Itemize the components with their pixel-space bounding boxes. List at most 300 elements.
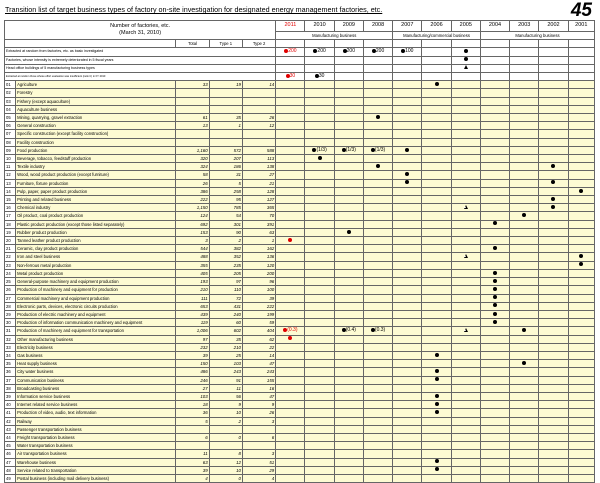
mark-cell-2001	[568, 269, 594, 277]
mark-cell-2006	[422, 204, 451, 212]
row-type2: 127	[242, 196, 275, 204]
mark-cell-2002	[539, 384, 568, 392]
row-code: 40	[5, 401, 16, 409]
row-type2: 365	[242, 204, 275, 212]
mark-cell-2003	[510, 237, 539, 245]
mark-cell-2011	[276, 81, 305, 89]
mark-cell-2005	[451, 343, 480, 351]
mark-cell-2005	[451, 187, 480, 195]
category-manufacturing-commercial: Manufacturing/commercial business	[393, 32, 481, 40]
mark-cell-2010	[305, 163, 334, 171]
filled-circle-icon	[493, 295, 497, 299]
row-total: 222	[176, 196, 209, 204]
mark-cell-2003	[510, 425, 539, 433]
mark-cell-2010	[305, 392, 334, 400]
mark-cell-2003	[510, 376, 539, 384]
mark-cell-2004	[480, 56, 509, 64]
row-type2: 120	[242, 261, 275, 269]
mark-cell-2003	[510, 73, 539, 81]
count-header-line1: Number of factories, etc.	[110, 23, 171, 30]
mark-count: (0.3)	[374, 327, 386, 334]
mark-cell-2010	[305, 278, 334, 286]
mark-cell-2006	[422, 401, 451, 409]
mark-cell-2007	[393, 253, 422, 261]
row-total: 6	[176, 433, 209, 441]
mark-cell-2010	[305, 179, 334, 187]
mark-cell-2007	[393, 163, 422, 171]
mark-cell-2004	[480, 171, 509, 179]
mark-cell-2007	[393, 343, 422, 351]
row-type1: 56	[209, 392, 242, 400]
row-name: Postal business (including mail delivery business)	[16, 474, 176, 482]
mark-cell-2009	[334, 425, 363, 433]
mark-count: 200	[346, 48, 355, 55]
table-row	[5, 327, 595, 335]
mark-cell-2005	[451, 48, 480, 56]
total-header: Total	[176, 40, 209, 48]
mark-count: 200	[375, 48, 385, 55]
row-name: Agriculture	[16, 81, 176, 89]
row-type2: 47	[242, 360, 275, 368]
table-row	[5, 81, 595, 89]
mark-cell-2003	[510, 442, 539, 450]
row-type1: 258	[209, 187, 242, 195]
mark-cell-2011	[276, 130, 305, 138]
table-row	[5, 368, 595, 376]
mark-cell-2008	[363, 376, 392, 384]
row-type1: 205	[209, 269, 242, 277]
mark-cell-2008	[363, 269, 392, 277]
mark-cell-2006	[422, 196, 451, 204]
mark-cell-2006	[422, 97, 451, 105]
year-blank-2005	[451, 40, 480, 48]
row-code: 27	[5, 294, 16, 302]
mark-cell-2008	[363, 204, 392, 212]
mark-cell-2011	[276, 114, 305, 122]
mark-cell-2009	[334, 417, 363, 425]
mark-cell-2003	[510, 114, 539, 122]
row-type1: 207	[209, 155, 242, 163]
row-code: 43	[5, 425, 16, 433]
row-total: 1,160	[176, 146, 209, 154]
mark-cell-2011	[276, 204, 305, 212]
mark-cell-2007	[393, 433, 422, 441]
mark-cell-2006	[422, 253, 451, 261]
row-type1: 301	[209, 220, 242, 228]
mark-cell-2004	[480, 212, 509, 220]
mark-cell-2010	[305, 105, 334, 113]
mark-cell-2008	[363, 146, 392, 154]
mark-cell-2003	[510, 138, 539, 146]
row-code: 49	[5, 474, 16, 482]
filled-circle-icon	[376, 164, 380, 168]
mark-cell-2004	[480, 302, 509, 310]
row-name: Warehouse business	[16, 458, 176, 466]
row-code: 07	[5, 130, 16, 138]
mark-cell-2008	[363, 450, 392, 458]
mark-cell-2003	[510, 343, 539, 351]
mark-cell-2005	[451, 122, 480, 130]
mark-cell-2005	[451, 204, 480, 212]
row-total: 1,150	[176, 204, 209, 212]
mark-cell-2009	[334, 122, 363, 130]
mark-cell-2009	[334, 286, 363, 294]
special-row	[5, 56, 595, 64]
mark-cell-2008	[363, 228, 392, 236]
row-total: 13	[176, 122, 209, 130]
mark-cell-2011	[276, 343, 305, 351]
mark-cell-2002	[539, 466, 568, 474]
mark-cell-2004	[480, 220, 509, 228]
mark-cell-2001	[568, 105, 594, 113]
row-code: 41	[5, 409, 16, 417]
mark-cell-2011	[276, 220, 305, 228]
row-code: 39	[5, 392, 16, 400]
filled-circle-icon	[579, 189, 583, 193]
mark-cell-2006	[422, 122, 451, 130]
mark-cell-2001	[568, 73, 594, 81]
blank-header	[5, 40, 176, 48]
type1-header: Type 1	[209, 40, 242, 48]
special-row-label: Factories, whose intensity is extremely deteriorated in 5 fiscal years	[5, 56, 276, 64]
mark-cell-2001	[568, 425, 594, 433]
open-triangle-icon	[464, 328, 468, 332]
table-row	[5, 138, 595, 146]
row-type2: 29	[242, 466, 275, 474]
mark-cell-2008	[363, 81, 392, 89]
row-total: 324	[176, 163, 209, 171]
year-header-2010: 2010	[305, 21, 334, 32]
row-total	[176, 425, 209, 433]
row-type1: 12	[209, 458, 242, 466]
mark-cell-2010	[305, 368, 334, 376]
mark-cell-2008	[363, 458, 392, 466]
mark-cell-2004	[480, 343, 509, 351]
row-name: Fishery (except aquaculture)	[16, 97, 176, 105]
mark-cell-2005	[451, 81, 480, 89]
mark-cell-2004	[480, 228, 509, 236]
mark-cell-2011	[276, 458, 305, 466]
mark-cell-2009	[334, 187, 363, 195]
mark-cell-2007	[393, 48, 422, 56]
count-header	[5, 21, 276, 40]
mark-cell-2007	[393, 138, 422, 146]
filled-triangle-icon	[464, 65, 468, 69]
mark-cell-2003	[510, 212, 539, 220]
row-type2: 4	[242, 474, 275, 482]
mark-cell-2003	[510, 450, 539, 458]
mark-cell-2008	[363, 105, 392, 113]
mark-cell-2002	[539, 278, 568, 286]
mark-cell-2005	[451, 327, 480, 335]
filled-circle-icon	[493, 312, 497, 316]
row-type1: 31	[209, 171, 242, 179]
row-type2	[242, 105, 275, 113]
row-type1: 5	[209, 179, 242, 187]
table-row	[5, 433, 595, 441]
mark-cell-2006	[422, 335, 451, 343]
year-header-2002: 2002	[539, 21, 568, 32]
mark-cell-2002	[539, 319, 568, 327]
row-code: 18	[5, 220, 16, 228]
mark-cell-2002	[539, 64, 568, 72]
mark-cell-2006	[422, 64, 451, 72]
mark-cell-2008	[363, 474, 392, 482]
mark-cell-2009	[334, 212, 363, 220]
table-row	[5, 466, 595, 474]
mark-cell-2004	[480, 73, 509, 81]
mark-cell-2001	[568, 368, 594, 376]
mark-cell-2006	[422, 138, 451, 146]
row-total: 97	[176, 335, 209, 343]
row-type2: 588	[242, 146, 275, 154]
mark-cell-2010	[305, 474, 334, 482]
mark-cell-2006	[422, 146, 451, 154]
mark-cell-2002	[539, 196, 568, 204]
mark-cell-2005	[451, 458, 480, 466]
row-type2: 59	[242, 319, 275, 327]
mark-cell-2004	[480, 269, 509, 277]
mark-cell-2008	[363, 171, 392, 179]
mark-cell-2005	[451, 261, 480, 269]
row-name: Commercial machinery and equipment production	[16, 294, 176, 302]
mark-cell-2008	[363, 155, 392, 163]
mark-cell-2008	[363, 245, 392, 253]
row-type1: 572	[209, 146, 242, 154]
mark-cell-2002	[539, 204, 568, 212]
mark-cell-2009	[334, 442, 363, 450]
mark-cell-2007	[393, 376, 422, 384]
mark-cell-2009	[334, 155, 363, 163]
mark-cell-2011	[276, 73, 305, 81]
mark-cell-2009	[334, 433, 363, 441]
mark-cell-2009	[334, 146, 363, 154]
row-type1: 9	[209, 401, 242, 409]
row-type2	[242, 89, 275, 97]
row-total	[176, 138, 209, 146]
mark-cell-2004	[480, 187, 509, 195]
table-row	[5, 122, 595, 130]
mark-cell-2007	[393, 204, 422, 212]
table-row	[5, 425, 595, 433]
row-type1: 0	[209, 474, 242, 482]
row-type2: 155	[242, 376, 275, 384]
mark-cell-2004	[480, 474, 509, 482]
mark-cell-2010	[305, 327, 334, 335]
mark-cell-2001	[568, 122, 594, 130]
mark-cell-2008	[363, 48, 392, 56]
mark-cell-2008	[363, 392, 392, 400]
mark-cell-2011	[276, 97, 305, 105]
row-name: Production of machinery and equipment for production	[16, 286, 176, 294]
filled-circle-icon	[435, 402, 439, 406]
mark-cell-2006	[422, 376, 451, 384]
mark-cell-2003	[510, 466, 539, 474]
mark-cell-2003	[510, 122, 539, 130]
mark-cell-2003	[510, 433, 539, 441]
table-row	[5, 384, 595, 392]
mark-cell-2002	[539, 245, 568, 253]
mark-cell-2011	[276, 335, 305, 343]
filled-circle-icon	[493, 271, 497, 275]
mark-cell-2005	[451, 105, 480, 113]
mark-cell-2002	[539, 146, 568, 154]
row-name: Textile industry	[16, 163, 176, 171]
mark-cell-2006	[422, 302, 451, 310]
mark-cell-2011	[276, 466, 305, 474]
filled-circle-icon	[405, 148, 409, 152]
row-total	[176, 105, 209, 113]
table-row	[5, 409, 595, 417]
table-row	[5, 458, 595, 466]
mark-cell-2006	[422, 409, 451, 417]
row-name: Aquaculture business	[16, 105, 176, 113]
mark-cell-2009	[334, 401, 363, 409]
mark-cell-2006	[422, 458, 451, 466]
mark-cell-2009	[334, 351, 363, 359]
mark-cell-2002	[539, 474, 568, 482]
filled-circle-icon	[288, 238, 292, 242]
mark-cell-2002	[539, 73, 568, 81]
mark-cell-2011	[276, 64, 305, 72]
mark-cell-2003	[510, 204, 539, 212]
mark-cell-2003	[510, 163, 539, 171]
mark-cell-2006	[422, 360, 451, 368]
mark-cell-2007	[393, 310, 422, 318]
row-type2: 222	[242, 302, 275, 310]
mark-cell-2011	[276, 187, 305, 195]
mark-cell-2011	[276, 310, 305, 318]
mark-cell-2010	[305, 73, 334, 81]
mark-cell-2011	[276, 89, 305, 97]
mark-cell-2004	[480, 409, 509, 417]
row-code: 11	[5, 163, 16, 171]
mark-cell-2011	[276, 442, 305, 450]
row-type2: 14	[242, 81, 275, 89]
mark-cell-2005	[451, 56, 480, 64]
mark-cell-2004	[480, 138, 509, 146]
mark-cell-2002	[539, 253, 568, 261]
mark-cell-2004	[480, 376, 509, 384]
mark-cell-2001	[568, 474, 594, 482]
row-name: Communication business	[16, 376, 176, 384]
mark-cell-2011	[276, 269, 305, 277]
mark-cell-2008	[363, 466, 392, 474]
mark-cell-2011	[276, 433, 305, 441]
year-header-2006: 2006	[422, 21, 451, 32]
table-row	[5, 89, 595, 97]
mark-cell-2007	[393, 122, 422, 130]
mark-cell-2010	[305, 146, 334, 154]
mark-cell-2010	[305, 384, 334, 392]
row-type2: 26	[242, 409, 275, 417]
row-total	[176, 89, 209, 97]
mark-cell-2001	[568, 196, 594, 204]
year-header-2009: 2009	[334, 21, 363, 32]
mark-cell-2007	[393, 458, 422, 466]
mark-cell-2001	[568, 360, 594, 368]
row-code: 35	[5, 360, 16, 368]
mark-cell-2001	[568, 114, 594, 122]
row-type2: 14	[242, 351, 275, 359]
mark-cell-2002	[539, 351, 568, 359]
mark-cell-2007	[393, 196, 422, 204]
mark-cell-2005	[451, 392, 480, 400]
filled-circle-icon	[435, 82, 439, 86]
mark-cell-2001	[568, 458, 594, 466]
filled-circle-icon	[464, 57, 468, 61]
row-type1	[209, 425, 242, 433]
row-name: Production of video, audio, text information	[16, 409, 176, 417]
mark-cell-2003	[510, 155, 539, 163]
mark-count: (0.4)	[345, 327, 356, 334]
row-total: 355	[176, 261, 209, 269]
mark-cell-2011	[276, 360, 305, 368]
mark-cell-2007	[393, 425, 422, 433]
row-total	[176, 130, 209, 138]
filled-circle-icon	[551, 205, 555, 209]
mark-cell-2005	[451, 335, 480, 343]
filled-circle-icon	[522, 213, 526, 217]
row-type2: 62	[242, 335, 275, 343]
row-code: 30	[5, 319, 16, 327]
mark-cell-2010	[305, 376, 334, 384]
mark-cell-2006	[422, 425, 451, 433]
row-code: 16	[5, 204, 16, 212]
mark-cell-2001	[568, 335, 594, 343]
mark-cell-2011	[276, 48, 305, 56]
row-name: Information service business	[16, 392, 176, 400]
table-row	[5, 261, 595, 269]
mark-cell-2005	[451, 97, 480, 105]
mark-cell-2009	[334, 220, 363, 228]
mark-cell-2009	[334, 163, 363, 171]
table-row	[5, 179, 595, 187]
mark-cell-2003	[510, 269, 539, 277]
row-type1	[209, 442, 242, 450]
type2-header: Type 2	[242, 40, 275, 48]
row-total: 61	[176, 114, 209, 122]
mark-cell-2011	[276, 417, 305, 425]
mark-cell-2007	[393, 335, 422, 343]
mark-cell-2001	[568, 319, 594, 327]
mark-cell-2007	[393, 56, 422, 64]
row-type2	[242, 425, 275, 433]
mark-cell-2004	[480, 204, 509, 212]
table-row	[5, 417, 595, 425]
row-name: General construction	[16, 122, 176, 130]
mark-cell-2005	[451, 417, 480, 425]
mark-cell-2009	[334, 81, 363, 89]
mark-cell-2003	[510, 368, 539, 376]
mark-cell-2005	[451, 138, 480, 146]
mark-cell-2007	[393, 450, 422, 458]
mark-cell-2001	[568, 56, 594, 64]
mark-cell-2009	[334, 48, 363, 56]
row-type2: 128	[242, 187, 275, 195]
mark-cell-2001	[568, 261, 594, 269]
filled-circle-icon	[435, 410, 439, 414]
row-type1: 186	[209, 163, 242, 171]
mark-cell-2010	[305, 245, 334, 253]
row-total: 210	[176, 286, 209, 294]
mark-cell-2011	[276, 409, 305, 417]
special-row-label: Extracted at random from factories, etc. as basic investigated	[5, 48, 276, 56]
year-blank-2010	[305, 40, 334, 48]
year-header-2011: 2011	[276, 21, 305, 32]
mark-count: 200	[317, 48, 326, 55]
mark-cell-2009	[334, 409, 363, 417]
